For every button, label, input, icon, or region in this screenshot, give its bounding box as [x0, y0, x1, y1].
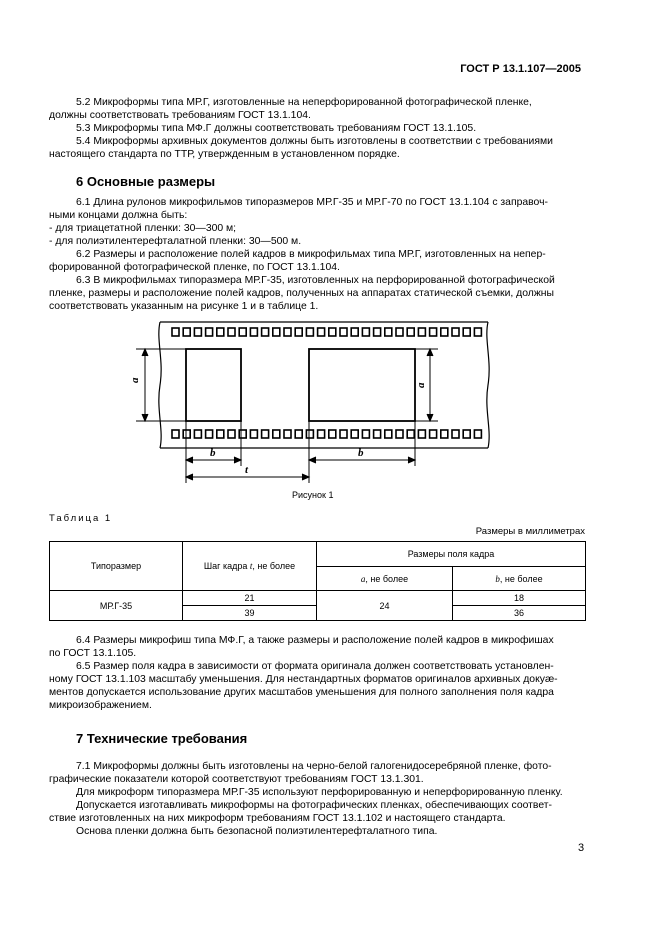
perforation-hole	[318, 328, 325, 336]
perforation-hole	[239, 430, 246, 438]
perforation-row-bottom	[172, 430, 481, 438]
paragraph-7-1-line2: графические показатели которой соответствуют требованиям ГОСТ 13.1.301.	[49, 774, 424, 785]
perforation-hole	[441, 328, 448, 336]
figure-1-caption: Рисунок 1	[292, 490, 334, 500]
perforation-hole	[172, 430, 179, 438]
perforation-hole	[452, 328, 459, 336]
table-cell-b-1: 18	[453, 591, 586, 606]
paragraph-6-1-line2: ными концами должна быть:	[49, 210, 188, 221]
frame-large	[309, 349, 415, 421]
perforation-hole	[183, 328, 190, 336]
paragraph-6-5-line2: ному ГОСТ 13.1.103 масштабу уменьшения. Для нестандартных форматов оригиналов архивных докуæ-	[49, 674, 558, 685]
perforation-hole	[284, 328, 291, 336]
perforation-hole	[362, 328, 369, 336]
perforation-hole	[396, 430, 403, 438]
perforation-hole	[407, 328, 414, 336]
paragraph-6-1-line1: 6.1 Длина рулонов микрофильмов типоразмеров МР.Г-35 и МР.Г-70 по ГОСТ 13.1.104 с заправоч-	[76, 197, 548, 208]
paragraph-7-3-line1: Допускается изготавливать микроформы на фотографических пленках, обеспечивающих соответ-	[76, 800, 552, 811]
perforation-hole	[262, 328, 269, 336]
paragraph-6-2-line2: форированной фотографической пленке, по ГОСТ 13.1.104.	[49, 262, 340, 273]
perforation-hole	[206, 430, 213, 438]
perforation-hole	[351, 328, 358, 336]
perforation-hole	[418, 328, 425, 336]
perforation-hole	[273, 430, 280, 438]
perforation-hole	[295, 328, 302, 336]
paragraph-7-2: Для микроформ типоразмера МР.Г-35 используют перфорированную и неперфорированную пленку.	[76, 787, 563, 798]
perforation-hole	[418, 430, 425, 438]
perforation-hole	[306, 328, 313, 336]
paragraph-6-1-item2: - для полиэтилентерефталатной пленки: 30—500 м.	[49, 236, 302, 247]
perforation-hole	[474, 328, 481, 336]
paragraph-6-4-line1: 6.4 Размеры микрофиш типа МФ.Г, а также размеры и расположение полей кадров в микрофишах	[76, 635, 554, 646]
paragraph-5-2-line1: 5.2 Микроформы типа МР.Г, изготовленные на неперфорированной фотографической пленке,	[76, 97, 532, 108]
perforation-hole	[217, 328, 224, 336]
perforation-hole	[284, 430, 291, 438]
dimension-b-right-label: b	[358, 447, 364, 459]
perforation-hole	[430, 430, 437, 438]
paragraph-6-5-line3: ментов допускается использование других масштабов уменьшения для полного заполнения поля кадра	[49, 687, 554, 698]
film-left-break	[159, 322, 161, 448]
perforation-hole	[351, 430, 358, 438]
perforation-hole	[452, 430, 459, 438]
perforation-hole	[374, 430, 381, 438]
paragraph-6-4-line2: по ГОСТ 13.1.105.	[49, 648, 137, 659]
table-cell-step-2: 39	[183, 606, 317, 621]
paragraph-6-5-line1: 6.5 Размер поля кадра в зависимости от формата оригинала должен соответствовать установлен-	[76, 661, 554, 672]
paragraph-6-1-item1: - для триацетатной пленки: 30—300 м;	[49, 223, 237, 234]
perforation-hole	[206, 328, 213, 336]
table-header-field: Размеры поля кадра	[317, 542, 586, 567]
dimension-a-left-label: a	[129, 377, 141, 383]
perforation-hole	[273, 328, 280, 336]
perforation-hole	[183, 430, 190, 438]
perforation-hole	[407, 430, 414, 438]
paragraph-7-4: Основа пленки должна быть безопасной полиэтилентерефталатного типа.	[76, 826, 438, 837]
table-header-b: b, не более	[453, 567, 586, 591]
section-7-title: 7 Технические требования	[76, 731, 248, 746]
perforation-hole	[463, 430, 470, 438]
table-1-units: Размеры в миллиметрах	[475, 526, 585, 537]
perforation-hole	[441, 430, 448, 438]
perforation-hole	[374, 328, 381, 336]
paragraph-5-3: 5.3 Микроформы типа МФ.Г должны соответствовать требованиям ГОСТ 13.1.105.	[76, 123, 477, 134]
perforation-hole	[306, 430, 313, 438]
perforation-hole	[385, 328, 392, 336]
perforation-hole	[474, 430, 481, 438]
perforation-hole	[194, 430, 201, 438]
paragraph-6-2-line1: 6.2 Размеры и расположение полей кадров в микрофильмах типа МР.Г, изготовленных на непер-	[76, 249, 546, 260]
table-header-step: Шаг кадра t, не более	[183, 542, 317, 591]
perforation-hole	[228, 328, 235, 336]
perforation-hole	[430, 328, 437, 336]
section-6-title: 6 Основные размеры	[76, 174, 216, 189]
frame-small	[186, 349, 241, 421]
perforation-hole	[217, 430, 224, 438]
perforation-hole	[262, 430, 269, 438]
paragraph-7-3-line2: ствие изготовленных на них микроформ требованиям ГОСТ 13.1.102 и настоящего стандарта.	[49, 813, 506, 824]
paragraph-6-5-line4: микроизображением.	[49, 700, 152, 711]
perforation-hole	[250, 430, 257, 438]
paragraph-5-4-line2: настоящего стандарта по ТТР, утвержденным в установленном порядке.	[49, 149, 400, 160]
table-cell-type: МР.Г-35	[50, 591, 183, 621]
perforation-hole	[385, 430, 392, 438]
perforation-row-top	[172, 328, 481, 336]
paragraph-5-4-line1: 5.4 Микроформы архивных документов должны быть изготовлены в соответствии с требованиями	[76, 136, 553, 147]
table-cell-a: 24	[317, 591, 453, 621]
document-code: ГОСТ Р 13.1.107—2005	[460, 63, 581, 75]
paragraph-6-3-line1: 6.3 В микрофильмах типоразмера МР.Г-35, изготовленных на перфорированной фотографической	[76, 275, 555, 286]
perforation-hole	[463, 328, 470, 336]
film-strip	[159, 322, 489, 448]
perforation-hole	[362, 430, 369, 438]
dimension-b-left-label: b	[210, 447, 216, 459]
paragraph-7-1-line1: 7.1 Микроформы должны быть изготовлены на черно-белой галогенидосеребряной пленке, фото-	[76, 761, 552, 772]
paragraph-5-2-line2: должны соответствовать требованиям ГОСТ 13.1.104.	[49, 110, 311, 121]
paragraph-6-3-line3: соответствовать указанным на рисунке 1 и в таблице 1.	[49, 301, 319, 312]
paragraph-6-3-line2: пленке, размеры и расположение полей кадров, полученных на аппаратах статической съемки, должны	[49, 288, 554, 299]
table-header-a: a, не более	[317, 567, 453, 591]
dimension-t-label: t	[245, 464, 249, 476]
table-cell-step-1: 21	[183, 591, 317, 606]
perforation-hole	[396, 328, 403, 336]
perforation-hole	[318, 430, 325, 438]
perforation-hole	[172, 328, 179, 336]
perforation-hole	[340, 430, 347, 438]
perforation-hole	[340, 328, 347, 336]
perforation-hole	[228, 430, 235, 438]
table-1	[49, 541, 586, 621]
table-cell-b-2: 36	[453, 606, 586, 621]
perforation-hole	[329, 328, 336, 336]
table-header-size: Типоразмер	[50, 542, 183, 591]
perforation-hole	[329, 430, 336, 438]
perforation-hole	[250, 328, 257, 336]
dimension-a-right-label: a	[415, 382, 427, 388]
perforation-hole	[295, 430, 302, 438]
table-1-title: Таблица 1	[49, 513, 113, 524]
perforation-hole	[239, 328, 246, 336]
film-right-break	[487, 322, 489, 448]
table-row	[50, 591, 586, 606]
page-number: 3	[578, 842, 585, 854]
perforation-hole	[194, 328, 201, 336]
